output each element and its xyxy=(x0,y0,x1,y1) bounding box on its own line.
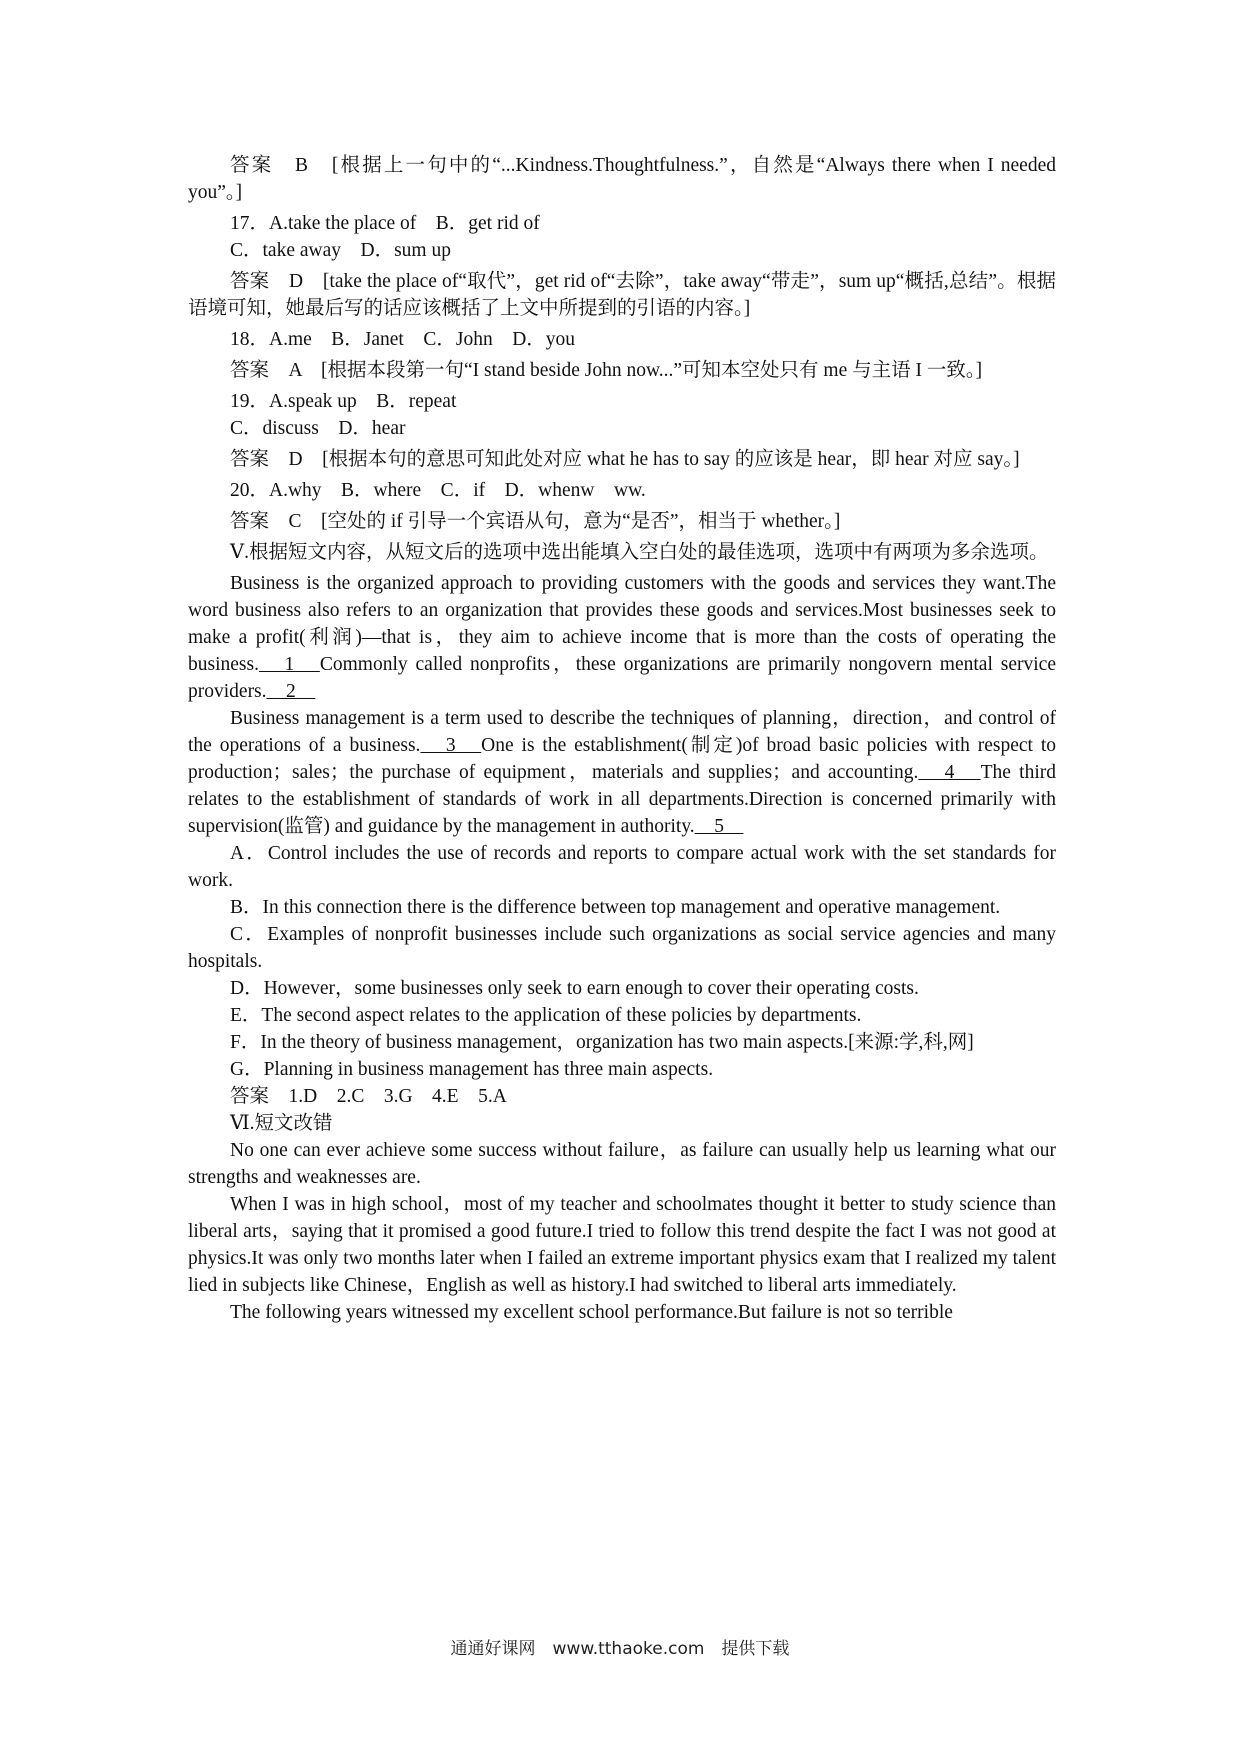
passage-1-text-a: Business is the organized approach to providing customers with the goods and services they want.The word business also refers to an organization that provides these goods and services.Most businesses seek to make a profit(利润)—that is，they aim to achieve income that is more than the costs of operating the business. xyxy=(188,573,1056,675)
blank-1: 1 xyxy=(258,654,320,675)
option-f: F．In the theory of business management，organization has two main aspects.[来源:学,科,网] xyxy=(230,1032,974,1053)
blank-3: 3 xyxy=(420,735,482,756)
answer-17: 答案 D [take the place of“取代”，get rid of“去除”，take away“带走”，sum up“概括,总结”。根据语境可知，她最后写的话应该概括了上文中所提到的引语的内容。] xyxy=(188,271,1056,319)
blank-5: 5 xyxy=(694,816,744,837)
section-5-answer: 答案 1.D 2.C 3.G 4.E 5.A xyxy=(230,1086,507,1107)
option-a: A．Control includes the use of records and reports to compare actual work with the set standards for work. xyxy=(188,843,1056,891)
question-19-options-line1: 19．A.speak up B．repeat xyxy=(230,391,457,412)
answer-20: 答案 C [空处的 if 引导一个宾语从句，意为“是否”，相当于 whether。] xyxy=(230,511,841,532)
passage-2-text-c: The third relates to the establishment of standards of work in all departments.Direction is concerned primarily with supervision(监管) and guidance by the management in authority. xyxy=(188,762,1056,837)
document-body xyxy=(188,152,1056,1326)
option-e: E．The second aspect relates to the application of these policies by departments. xyxy=(230,1005,862,1026)
option-c: C．Examples of nonprofit businesses include such organizations as social service agencies and many hospitals. xyxy=(188,924,1056,972)
error-correction-paragraph-3: The following years witnessed my excellent school performance.But failure is not so terrible xyxy=(230,1302,953,1323)
passage-2-text-a: Business management is a term used to describe the techniques of planning，direction，and control of the operations of a business. xyxy=(188,708,1056,756)
option-d: D．However，some businesses only seek to earn enough to cover their operating costs. xyxy=(230,978,919,999)
answer-16: 答案 B [根据上一句中的“...Kindness.Thoughtfulness.”，自然是“Always there when I needed you”。] xyxy=(188,155,1056,203)
passage-1-text-b: Commonly called nonprofits，these organizations are primarily nongovern mental service providers. xyxy=(188,654,1056,702)
answer-18: 答案 A [根据本段第一句“I stand beside John now...”可知本空处只有 me 与主语 I 一致。] xyxy=(230,360,983,381)
error-correction-paragraph-2: When I was in high school，most of my teacher and schoolmates thought it better to study science than liberal arts，saying that it promised a good future.I tried to follow this trend despite the fact I was not good at physics.It was only two months later when I failed an extreme important physics exam that I realized my talent lied in subjects like Chinese，English as well as history.I had switched to liberal arts immediately. xyxy=(188,1194,1056,1296)
blank-2: 2 xyxy=(266,681,316,702)
question-19-options-line2: C．discuss D．hear xyxy=(230,418,406,439)
question-17-options-line1: 17．A.take the place of B．get rid of xyxy=(230,213,540,234)
answer-19: 答案 D [根据本句的意思可知此处对应 what he has to say 的应该是 hear，即 hear 对应 say。] xyxy=(230,449,1020,470)
error-correction-paragraph-1: No one can ever achieve some success without failure，as failure can usually help us learning what our strengths and weaknesses are. xyxy=(188,1140,1056,1188)
passage-2-text-b: One is the establishment(制定)of broad basic policies with respect to production；sales；the purchase of equipment，materials and supplies；and accounting. xyxy=(188,735,1056,783)
question-18-options: 18．A.me B．Janet C．John D．you xyxy=(230,329,576,350)
passage-paragraph-2 xyxy=(188,705,1056,840)
question-20-options: 20．A.why B．where C．if D．whenw ww. xyxy=(230,480,646,501)
blank-4: 4 xyxy=(918,762,981,783)
option-g: G．Planning in business management has three main aspects. xyxy=(230,1059,714,1080)
passage-paragraph-1 xyxy=(188,570,1056,705)
section-5-heading: Ⅴ.根据短文内容，从短文后的选项中选出能填入空白处的最佳选项，选项中有两项为多余选项。 xyxy=(230,542,1049,563)
page-footer: 通通好课网 www.tthaoke.com 提供下载 xyxy=(450,1639,790,1659)
option-b: B．In this connection there is the difference between top management and operative management. xyxy=(230,897,1001,918)
question-17-options-line2: C．take away D．sum up xyxy=(230,240,451,261)
section-6-heading: Ⅵ.短文改错 xyxy=(230,1113,333,1134)
